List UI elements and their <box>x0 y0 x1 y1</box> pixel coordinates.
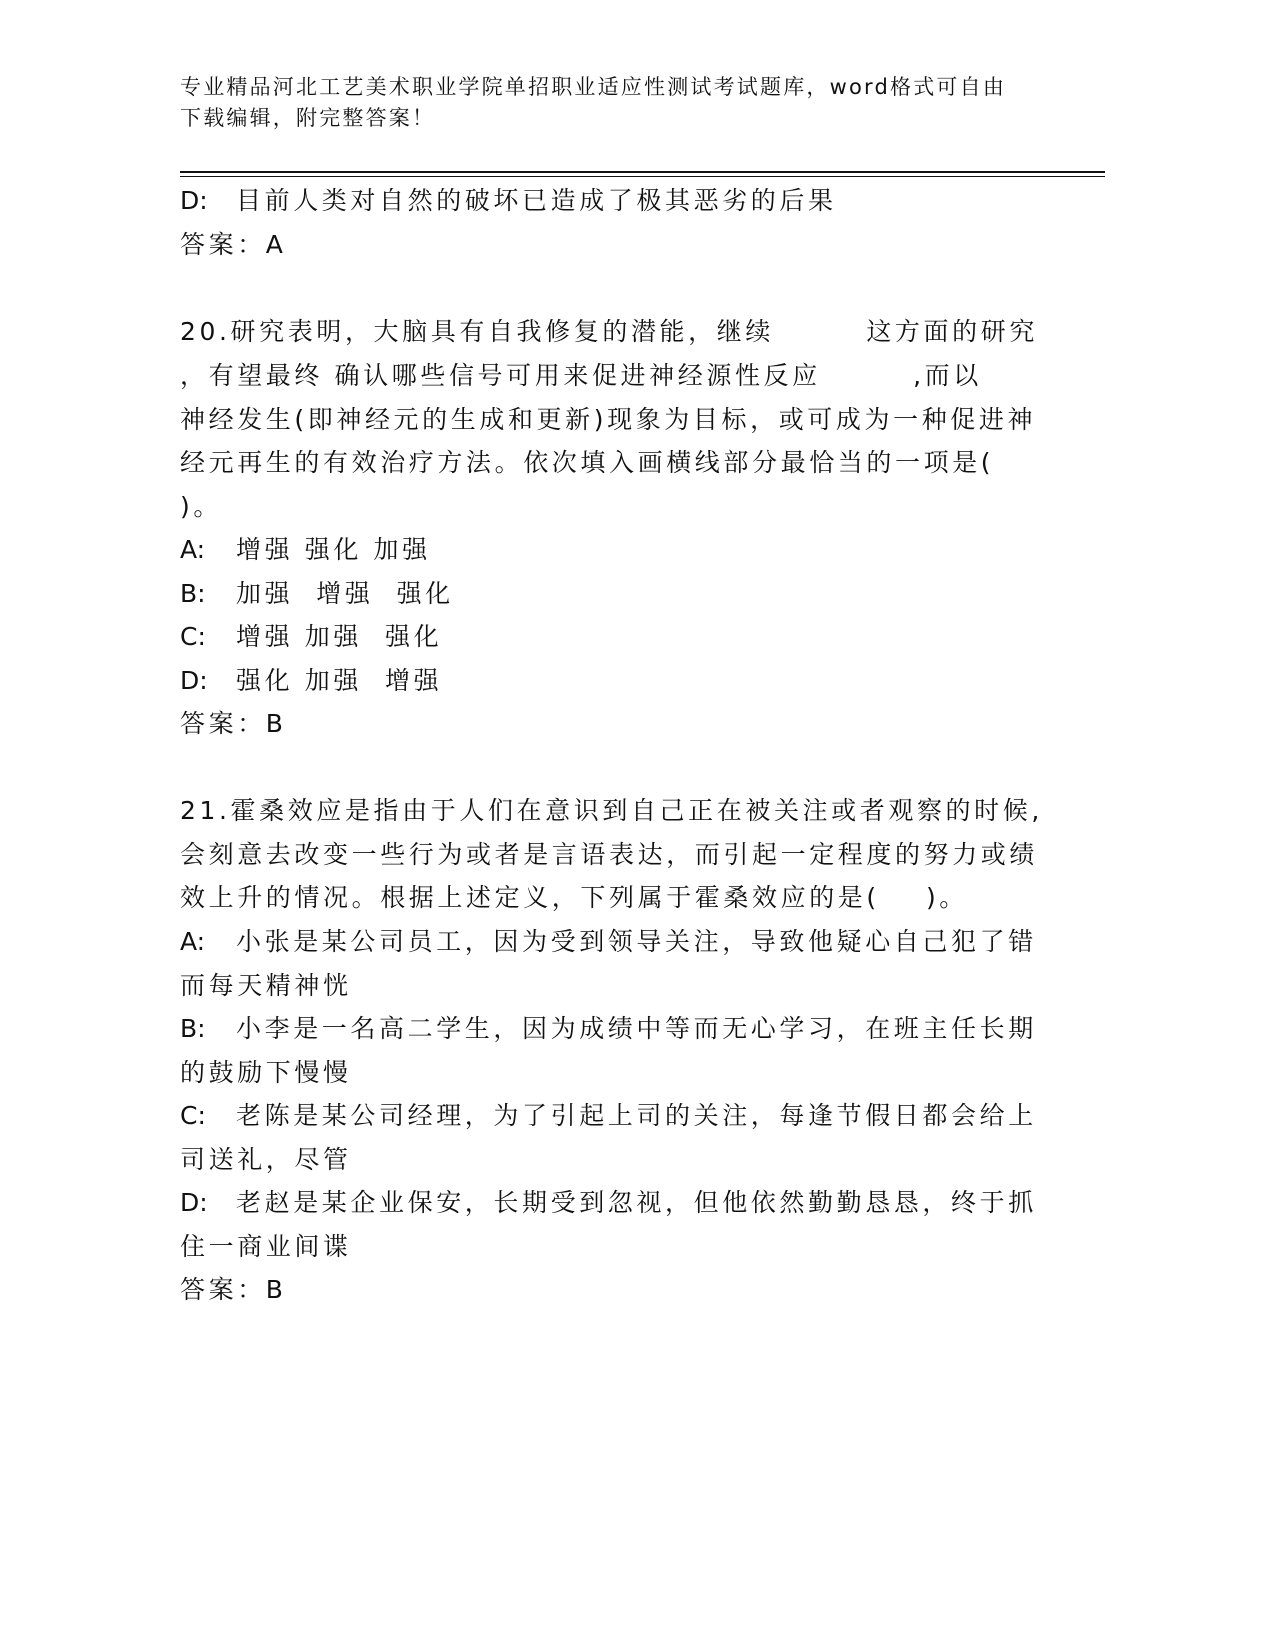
option-label: D: <box>180 186 208 215</box>
option-line <box>180 1099 1037 1133</box>
question-line <box>180 838 1038 872</box>
line-text: 司送礼，尽管 <box>180 1145 352 1174</box>
option-line <box>180 533 431 567</box>
line-text: 神经发生(即神经元的生成和更新)现象为目标，或可成为一种促进神 <box>180 405 1037 434</box>
option-label: D: <box>180 1188 208 1217</box>
line-text: 老赵是某企业保安，长期受到忽视，但他依然勤勤恳恳，终于抓 <box>236 1188 1037 1217</box>
line-text: 老陈是某公司经理，为了引起上司的关注，每逢节假日都会给上 <box>236 1101 1037 1130</box>
option-line <box>180 184 837 218</box>
question-line <box>180 446 994 480</box>
option-line <box>180 1186 1037 1220</box>
option-continuation <box>180 969 352 1003</box>
option-line <box>180 1012 1037 1046</box>
header-line-2: 下载编辑，附完整答案！ <box>180 106 436 130</box>
line-text: 目前人类对自然的破坏已造成了极其恶劣的后果 <box>236 186 837 215</box>
line-text: 小张是某公司员工，因为受到领导关注，导致他疑心自己犯了错 <box>236 927 1037 956</box>
question-line <box>180 794 1043 828</box>
line-text: 加强 增强 强化 <box>236 579 454 608</box>
line-text: 强化 加强 增强 <box>236 666 443 695</box>
line-text: 增强 强化 加强 <box>236 535 431 564</box>
question-line <box>180 315 1038 349</box>
header-rule-thin <box>180 176 1105 177</box>
answer-line <box>180 1273 287 1307</box>
question-line <box>180 881 968 915</box>
line-text: 的鼓励下慢慢 <box>180 1058 352 1087</box>
line-text: 效上升的情况。根据上述定义，下列属于霍桑效应的是( )。 <box>180 883 968 912</box>
option-label: C: <box>180 1101 206 1130</box>
answer-text: 答案：A <box>180 230 287 259</box>
header-line-1: 专业精品河北工艺美术职业学院单招职业适应性测试考试题库，word格式可自由 <box>180 75 1007 99</box>
answer-text: 答案：B <box>180 709 287 738</box>
line-text: )。 <box>180 492 222 521</box>
option-label: A: <box>180 927 206 956</box>
answer-line <box>180 228 287 262</box>
option-line <box>180 925 1037 959</box>
line-text: 小李是一名高二学生，因为成绩中等而无心学习，在班主任长期 <box>236 1014 1037 1043</box>
header-rule <box>180 171 1105 173</box>
answer-text: 答案：B <box>180 1275 287 1304</box>
line-text: 而每天精神恍 <box>180 971 352 1000</box>
option-label: C: <box>180 622 206 651</box>
answer-line <box>180 707 287 741</box>
line-text: ，有望最终 确认哪些信号可用来促进神经源性反应 ,而以 <box>180 361 982 390</box>
option-continuation <box>180 1056 352 1090</box>
option-label: A: <box>180 535 206 564</box>
option-line <box>180 664 442 698</box>
question-line <box>180 403 1036 437</box>
question-line <box>180 359 982 393</box>
line-text: 20.研究表明，大脑具有自我修复的潜能，继续 这方面的研究 <box>180 317 1038 346</box>
line-text: 会刻意去改变一些行为或者是言语表达，而引起一定程度的努力或绩 <box>180 840 1039 869</box>
question-line <box>180 490 222 524</box>
line-text: 21.霍桑效应是指由于人们在意识到自己正在被关注或者观察的时候, <box>180 796 1043 825</box>
line-text: 增强 加强 强化 <box>236 622 443 651</box>
option-line <box>180 577 454 611</box>
option-line <box>180 620 442 654</box>
line-text: 住一商业间谍 <box>180 1232 352 1261</box>
option-label: B: <box>180 1014 206 1043</box>
option-label: D: <box>180 666 208 695</box>
option-continuation <box>180 1230 352 1264</box>
option-continuation <box>180 1143 352 1177</box>
option-label: B: <box>180 579 206 608</box>
line-text: 经元再生的有效治疗方法。依次填入画横线部分最恰当的一项是( <box>180 448 995 477</box>
